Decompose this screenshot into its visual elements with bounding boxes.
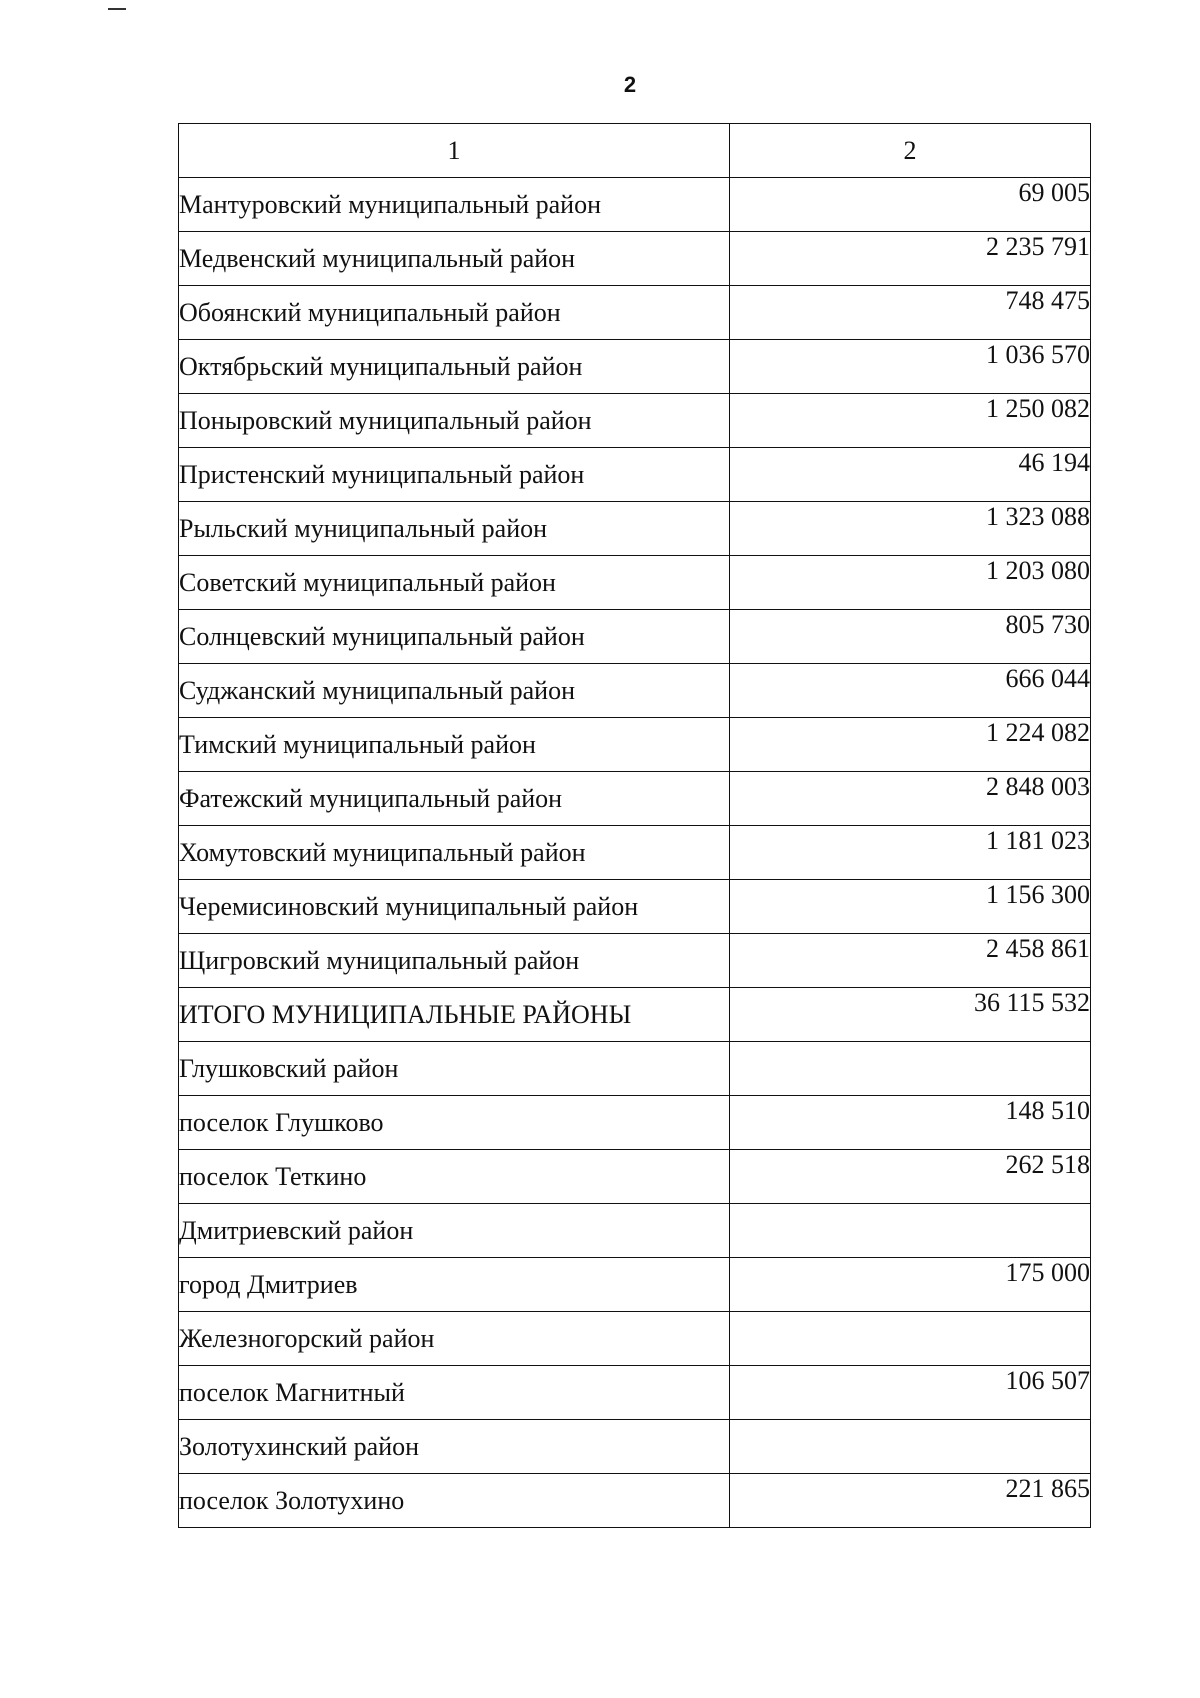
row-value [730,1420,1091,1474]
table-row [179,1150,1091,1204]
table-row [179,1042,1091,1096]
page-number: 2 [623,72,637,97]
row-name: Поныровский муниципальный район [179,394,730,448]
row-value: 2 848 003 [730,772,1091,826]
table-row [179,340,1091,394]
row-value: 2 235 791 [730,232,1091,286]
row-value: 1 156 300 [730,880,1091,934]
row-name: Мантуровский муниципальный район [179,178,730,232]
data-table [178,123,1091,1528]
table-row [179,1258,1091,1312]
table-row [179,934,1091,988]
row-value: 1 203 080 [730,556,1091,610]
row-name: Пристенский муниципальный район [179,448,730,502]
row-value: 2 458 861 [730,934,1091,988]
row-name: Тимский муниципальный район [179,718,730,772]
row-name: поселок Золотухино [179,1474,730,1528]
table-row [179,1420,1091,1474]
row-name: город Дмитриев [179,1258,730,1312]
column-header-2: 2 [730,124,1091,178]
scan-mark [108,8,126,10]
table-row [179,178,1091,232]
row-value: 221 865 [730,1474,1091,1528]
table-row [179,1204,1091,1258]
row-name: Советский муниципальный район [179,556,730,610]
table-row [179,556,1091,610]
row-value: 262 518 [730,1150,1091,1204]
row-name: Дмитриевский район [179,1204,730,1258]
row-name: Глушковский район [179,1042,730,1096]
row-value: 148 510 [730,1096,1091,1150]
row-name: Щигровский муниципальный район [179,934,730,988]
table-row [179,1366,1091,1420]
table-row [179,1312,1091,1366]
row-name: Черемисиновский муниципальный район [179,880,730,934]
row-value: 1 323 088 [730,502,1091,556]
table-row [179,718,1091,772]
table-row [179,610,1091,664]
row-name: ИТОГО МУНИЦИПАЛЬНЫЕ РАЙОНЫ [179,988,730,1042]
row-value: 175 000 [730,1258,1091,1312]
row-name: Суджанский муниципальный район [179,664,730,718]
table-row [179,448,1091,502]
table-row-total [179,988,1091,1042]
row-value [730,1312,1091,1366]
row-value: 1 224 082 [730,718,1091,772]
table-row [179,772,1091,826]
table-row [179,286,1091,340]
row-name: Железногорский район [179,1312,730,1366]
row-name: поселок Глушково [179,1096,730,1150]
table-row [179,826,1091,880]
row-name: поселок Магнитный [179,1366,730,1420]
row-value: 69 005 [730,178,1091,232]
row-name: Фатежский муниципальный район [179,772,730,826]
table-row [179,1474,1091,1528]
row-value: 46 194 [730,448,1091,502]
row-name: Рыльский муниципальный район [179,502,730,556]
table-row [179,394,1091,448]
row-value: 106 507 [730,1366,1091,1420]
row-name: Золотухинский район [179,1420,730,1474]
column-header-1: 1 [179,124,730,178]
row-value: 748 475 [730,286,1091,340]
row-value: 1 036 570 [730,340,1091,394]
table-row [179,1096,1091,1150]
table-row [179,232,1091,286]
table-row [179,880,1091,934]
row-name: Солнцевский муниципальный район [179,610,730,664]
row-value: 1 250 082 [730,394,1091,448]
row-name: Октябрьский муниципальный район [179,340,730,394]
row-name: поселок Теткино [179,1150,730,1204]
table-row [179,502,1091,556]
row-name: Медвенский муниципальный район [179,232,730,286]
row-value: 666 044 [730,664,1091,718]
row-value: 1 181 023 [730,826,1091,880]
row-value: 805 730 [730,610,1091,664]
row-value: 36 115 532 [730,988,1091,1042]
row-name: Хомутовский муниципальный район [179,826,730,880]
row-value [730,1204,1091,1258]
table-row [179,664,1091,718]
table-header-row [179,124,1091,178]
row-name: Обоянский муниципальный район [179,286,730,340]
row-value [730,1042,1091,1096]
